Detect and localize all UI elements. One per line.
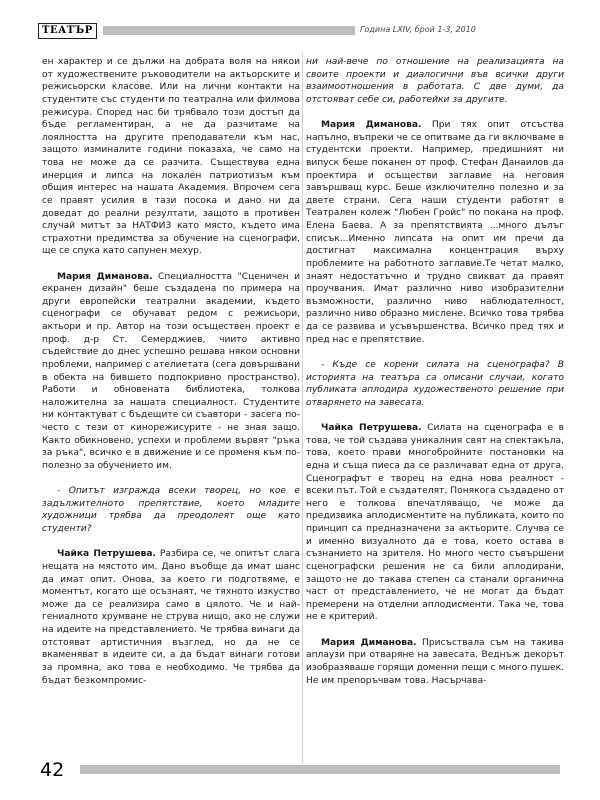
header-bar — [103, 26, 355, 35]
footer-bar — [80, 765, 560, 774]
paragraph-text: Специалността "Сценичен и екранен дизайн" беше създадена по примера на други европейски театрални академии, където сценографи се обучават редом с режисьори, актьори и пр. Автор на този осъществен проект е проф. д-р Ст. Семерджиев, чиито активно съдействие до днес успешно решава някои основни проблеми, например с ателиетата (сега довършвани в обекта на бившето подпокривно пространство). Работи и обновената библиотека, толкова наложителна за нашата специалност. Студентите ни контактуват с бъдещите си съавтори - засега по-често с тези от кинорежисурите - не зная защо. Както обикновено, успехи и проблеми вървят "ръка за ръка", всичко е в движение и се променя към по-полезно за обучението им. — [42, 271, 300, 471]
paragraph — [42, 548, 300, 687]
left-text-column — [42, 56, 300, 756]
paragraph — [306, 119, 564, 346]
paragraph-text: - Къде се корени силата на сценографа? В историята на театъра са описани случаи, когато публиката аплодира художественото решение при отварянето на завесата. — [306, 359, 564, 408]
magazine-logo: ТЕАТЪР — [38, 23, 97, 39]
paragraph-text: Присъствала съм на такива аплаузи при отваряне на завесата. Веднъж декорът изобразяваше горящи доменни пещи с много пушек. Не им препоръчвам това. Насърчава- — [306, 637, 564, 686]
speaker-name: Мария Диманова. — [57, 271, 153, 282]
column-divider — [302, 52, 303, 764]
speaker-name: Чайка Петрушева. — [57, 549, 157, 560]
speaker-name: Мария Диманова. — [321, 120, 422, 131]
page-header — [0, 0, 600, 40]
speaker-name: Мария Диманова. — [321, 637, 417, 648]
interview-question — [306, 56, 564, 107]
interview-question — [42, 485, 300, 536]
paragraph — [306, 422, 564, 624]
issue-info: Година LXIV, брой 1-3, 2010 — [360, 25, 476, 34]
speaker-name: Чайка Петрушева. — [321, 423, 422, 434]
paragraph-text: Разбира се, че опитът слага нещата на мястото им. Дано въобще да имат шанс да имат опит. Онова, за което ги подготвяме, е моментът, когато ще осъзнаят, че тяхното изкуство може да се реализира само в цялото. Че и най-гениалното хрумване не струва нищо, ако не служи на идеите на представлението. Че трябва винаги да отстояват артистичния възглед, но да не се вкаменяват в идеите си, а да бъдат винаги готови за промяна, ако това е необходимо. Че трябва да бъдат безкомпромис- — [42, 549, 300, 686]
paragraph — [306, 637, 564, 688]
interview-question — [306, 359, 564, 410]
paragraph-text: - Опитът изгражда всеки творец, но кое е задължителното препятствие, което младите художници трябва да преодолеят още като студенти? — [42, 486, 300, 535]
paragraph-text: ен характер и се дължи на добрата воля на някои от художествените ръководители на актьорските и режисьорски класове. Или на лични контакти на студентите със студенти по театрална или филмова режисура. Според нас би трябвало този достъп да бъде регламентиран, а не да разчитаме на лоялността на другите преподаватели към нас, защото изминалите години показаха, че само на това не може да се разчита. Съществува една инерция и липса на локален патриотизъм към общия интерес на нашата Академия. Впрочем сега се правят усилия в тази посока и дано ни да доведат до реални резултати, защото в противен случай митът за НАТФИЗ като място, където има страхотни предимства за обучение на сценографи, ще се спука като сапунен мехур. — [42, 57, 300, 257]
paragraph — [42, 56, 300, 258]
right-text-column — [306, 56, 564, 756]
paragraph — [42, 271, 300, 473]
page-number: 42 — [40, 759, 65, 781]
paragraph-text: ни най-вече по отношение на реализацията на своите проекти и диалогични във всички други взаимоотношения в работата. С две думи, да отстояват себе си, работейки за другите. — [306, 57, 564, 105]
paragraph-text: При тях опит отсъства напълно, въпреки че се опитваме да ги включваме в студентски проекти. Например, предишният ни випуск беше поканен от проф. Стефан Данаилов да проектира и осъществи заглавие на неговия завършващ курс. Беше изключително полезно и за двете страни. Сега наши студенти работят в Театрален колеж "Любен Гройс" по покана на проф. Елена Баева. А за препятствията ...много дълъг списък...Именно липсата на опит им пречи да достигнат максимална концентрация върху проблемите на работното заглавие.Те четат малко, знаят недостатъчно и трудно свикват да правят проучвания. Имат различно ниво изобразителни възможности, различно ниво наблюдателност, различно ниво образно мислене. Всичко това трябва да се развива и усъвършенства. Всичко пред тях и пред нас е препятствие. — [306, 120, 564, 345]
paragraph-text: Силата на сценографа е в това, че той създава уникалния свят на спектакъла, това, което прави многобройните постановки на една и съща пиеса да се различават една от друга. Сценографът е творец на една нова реалност - всеки път. Той е създателят. Понякога създадено от него е толкова впечатляващо, че може да предизвика аплодисментите на публиката, които по принцип са предназначени за актьорите. Случва се и именно визуалното да е това, което остава в съзнанието на зрителя. Но много често съвършени сценографски решения не са били аплодирани, защото не до такава степен са станали органична част от представлението, че не могат да бъдат премерени на отделни аплодисменти. Така че, това не е критерий. — [306, 423, 564, 623]
